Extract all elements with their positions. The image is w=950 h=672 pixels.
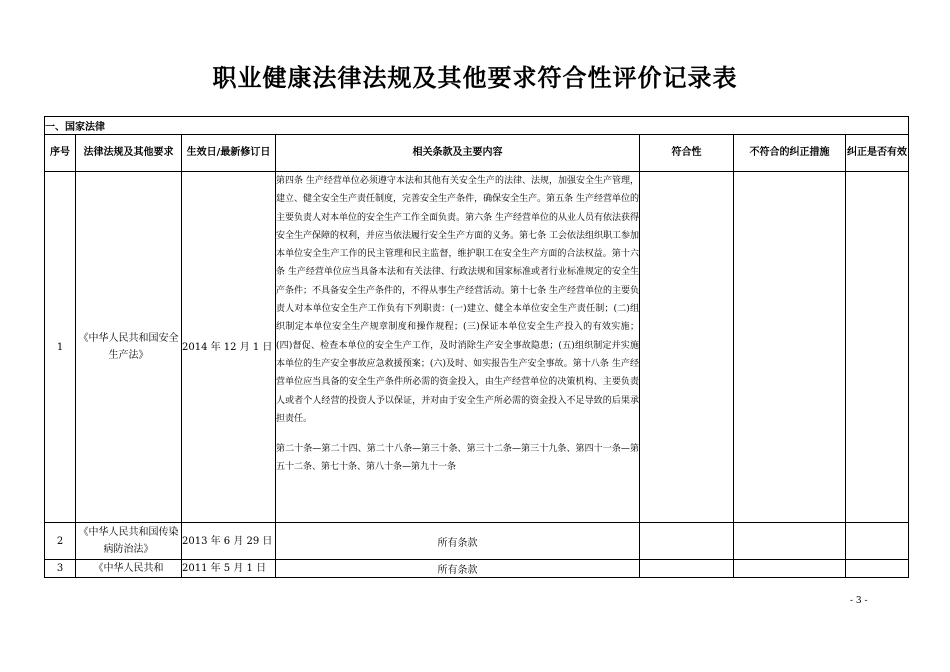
- header-measure: 不符合的纠正措施: [734, 135, 846, 172]
- row-content-main: 第四条 生产经营单位必须遵守本法和其他有关安全生产的法律、法规，加强安全生产管理，建立、健全安全生产责任制度，完善安全生产条件，确保安全生产。第五条 生产经营单位的主要负责人对本单位的安全生产工作全面负责。第六条 生产经营单位的从业人员有依法获得安全生产保障的权利，并应当依法履行安全生产方面的义务。第七条 工会依法组织职工参加本单位安全生产工作的民主管理和民主监督，维护职工在安全生产方面的合法权益。第十六条 生产经营单位应当具备本法和有关法律、行政法规和国家标准或者行业标准规定的安全生产条件；不具备安全生产条件的，不得从事生产经营活动。第十七条 生产经营单位的主要负责人对本单位安全生产工作负有下列职责：(一)建立、健全本单位安全生产责任制；(二)组织制定本单位安全生产规章制度和操作规程；(三)保证本单位安全生产投入的有效实施；(四)督促、检查本单位的安全生产工作，及时消除生产安全事故隐患；(五)组织制定并实施本单位的生产安全事故应急救援预案；(六)及时、如实报告生产安全事故。第十八条 生产经营单位应当具备的安全生产条件所必需的资金投入，由生产经营单位的决策机构、主要负责人或者个人经营的投资人予以保证，并对由于安全生产所必需的资金投入不足导致的后果承担责任。: [276, 176, 639, 424]
- row-conform: [640, 172, 734, 523]
- header-row: [45, 135, 909, 172]
- row-law: 《中华人民共和国传染病防治法》: [76, 523, 182, 560]
- header-law: 法律法规及其他要求: [76, 135, 182, 172]
- row-law: 《中华人民共和国安全生产法》: [76, 172, 182, 523]
- row-content: [276, 172, 640, 523]
- table-row: [45, 523, 909, 560]
- row-measure: [734, 560, 846, 578]
- row-effective: [846, 560, 909, 578]
- row-measure: [734, 523, 846, 560]
- row-no: 1: [45, 172, 76, 523]
- page-number: - 3 -: [850, 596, 868, 606]
- row-law: 《中华人民共和: [76, 560, 182, 578]
- row-no: 3: [45, 560, 76, 578]
- row-content: 所有条款: [276, 523, 640, 560]
- row-no: 2: [45, 523, 76, 560]
- row-conform: [640, 560, 734, 578]
- row-conform: [640, 523, 734, 560]
- row-content-extra: 第二十条—第二十四、第二十八条—第三十条、第三十二条—第三十九条、第四十一条—第五十二条、第七十条、第八十条—第九十一条: [276, 444, 639, 473]
- section-row: [45, 117, 909, 135]
- section-title: 一、国家法律: [45, 117, 909, 135]
- row-effective: [846, 523, 909, 560]
- row-date: 2011 年 5 月 1 日: [182, 560, 276, 578]
- table-row: [45, 560, 909, 578]
- header-content: 相关条款及主要内容: [276, 135, 640, 172]
- header-effective: 纠正是否有效: [846, 135, 909, 172]
- evaluation-table: [44, 116, 909, 578]
- header-date: 生效日/最新修订日: [182, 135, 276, 172]
- page-title: 职业健康法律法规及其他要求符合性评价记录表: [212, 64, 738, 92]
- table-row: [45, 172, 909, 523]
- row-effective: [846, 172, 909, 523]
- header-conform: 符合性: [640, 135, 734, 172]
- row-measure: [734, 172, 846, 523]
- row-date: 2014 年 12 月 1 日: [182, 172, 276, 523]
- row-content: 所有条款: [276, 560, 640, 578]
- row-date: 2013 年 6 月 29 日: [182, 523, 276, 560]
- header-no: 序号: [45, 135, 76, 172]
